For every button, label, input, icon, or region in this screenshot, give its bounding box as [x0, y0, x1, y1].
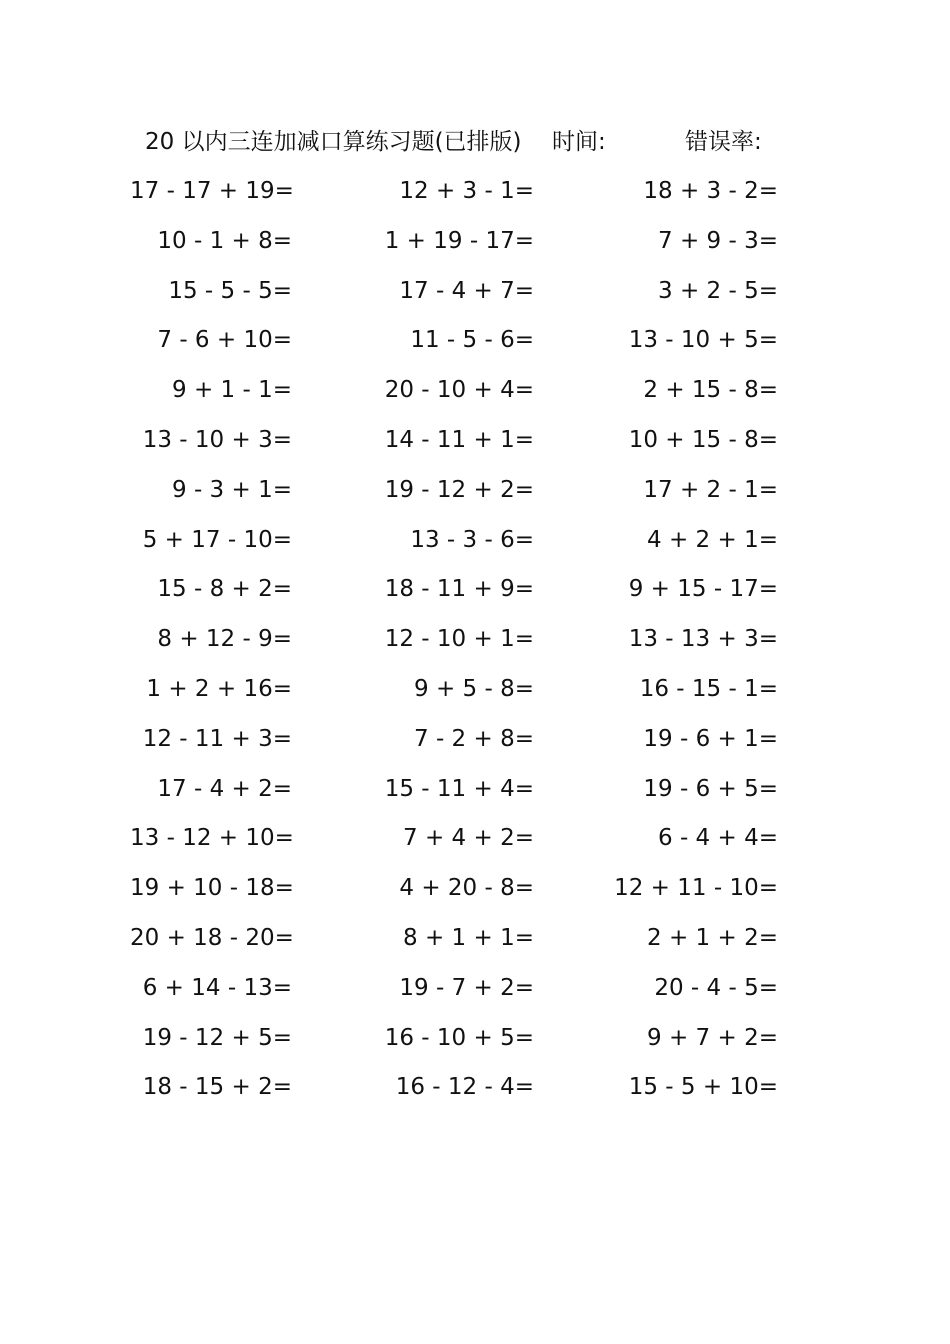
problem-item: 5 + 17 - 10=	[142, 526, 292, 553]
problem-row	[130, 918, 820, 968]
problem-row	[130, 320, 820, 370]
problem-row	[130, 569, 820, 619]
problem-item: 9 + 15 - 17=	[628, 576, 778, 603]
problem-item: 2 + 1 + 2=	[647, 924, 778, 951]
problem-item: 9 - 3 + 1=	[172, 476, 292, 503]
problem-item: 13 - 13 + 3=	[628, 626, 778, 653]
problem-item: 20 + 18 - 20=	[130, 924, 294, 951]
problem-item: 13 - 3 - 6=	[410, 526, 534, 553]
problem-item: 17 + 2 - 1=	[643, 476, 778, 503]
problem-item: 16 - 12 - 4=	[395, 1074, 534, 1101]
problem-item: 13 - 10 + 5=	[628, 327, 778, 354]
problem-item: 8 + 12 - 9=	[157, 626, 292, 653]
problem-item: 19 + 10 - 18=	[130, 875, 294, 902]
problem-item: 18 - 11 + 9=	[384, 576, 534, 603]
problem-item: 13 - 10 + 3=	[142, 426, 292, 453]
problem-row	[130, 619, 820, 669]
problem-item: 15 - 11 + 4=	[384, 775, 534, 802]
problem-item: 10 + 15 - 8=	[628, 426, 778, 453]
problem-item: 17 - 4 + 2=	[157, 775, 292, 802]
worksheet-title: 20 以内三连加减口算练习题(已排版)	[145, 129, 522, 155]
problem-row	[130, 221, 820, 271]
problem-item: 17 - 4 + 7=	[399, 277, 534, 304]
problem-row	[130, 968, 820, 1018]
problem-item: 9 + 1 - 1=	[172, 377, 292, 404]
problem-item: 12 + 11 - 10=	[614, 875, 778, 902]
problem-item: 16 - 15 - 1=	[639, 675, 778, 702]
problem-item: 4 + 2 + 1=	[647, 526, 778, 553]
error-rate-label: 错误率:	[685, 129, 762, 155]
problem-row	[130, 868, 820, 918]
problem-row	[130, 420, 820, 470]
problem-item: 19 - 12 + 2=	[384, 476, 534, 503]
problem-item: 3 + 2 - 5=	[658, 277, 778, 304]
problem-item: 20 - 10 + 4=	[384, 377, 534, 404]
problem-item: 18 + 3 - 2=	[643, 178, 778, 204]
problem-item: 15 - 5 - 5=	[168, 277, 292, 304]
problem-item: 7 - 6 + 10=	[157, 327, 292, 354]
problem-item: 16 - 10 + 5=	[384, 1024, 534, 1051]
problem-row	[130, 1018, 820, 1068]
problem-row	[130, 1067, 820, 1117]
worksheet-header	[145, 124, 825, 160]
problem-row	[130, 719, 820, 769]
problem-item: 1 + 19 - 17=	[384, 227, 534, 254]
problem-row	[130, 520, 820, 570]
problem-item: 7 - 2 + 8=	[414, 725, 534, 752]
problem-item: 18 - 15 + 2=	[142, 1074, 292, 1101]
problem-item: 12 + 3 - 1=	[399, 178, 534, 204]
problem-item: 12 - 10 + 1=	[384, 626, 534, 653]
problem-row	[130, 171, 820, 221]
problem-item: 17 - 17 + 19=	[130, 178, 294, 204]
problem-item: 6 - 4 + 4=	[658, 825, 778, 852]
problem-row	[130, 818, 820, 868]
problem-item: 20 - 4 - 5=	[654, 974, 778, 1001]
problem-item: 7 + 4 + 2=	[403, 825, 534, 852]
problem-item: 19 - 12 + 5=	[142, 1024, 292, 1051]
problem-item: 14 - 11 + 1=	[384, 426, 534, 453]
problem-item: 4 + 20 - 8=	[399, 875, 534, 902]
problem-item: 9 + 7 + 2=	[647, 1024, 778, 1051]
problem-grid	[130, 171, 820, 1117]
problem-item: 13 - 12 + 10=	[130, 825, 294, 852]
problem-item: 9 + 5 - 8=	[414, 675, 534, 702]
problem-item: 19 - 6 + 1=	[643, 725, 778, 752]
problem-item: 19 - 7 + 2=	[399, 974, 534, 1001]
problem-row	[130, 271, 820, 321]
problem-item: 11 - 5 - 6=	[410, 327, 534, 354]
problem-item: 10 - 1 + 8=	[157, 227, 292, 254]
problem-item: 7 + 9 - 3=	[658, 227, 778, 254]
problem-item: 15 - 8 + 2=	[157, 576, 292, 603]
problem-item: 1 + 2 + 16=	[146, 675, 292, 702]
problem-item: 15 - 5 + 10=	[628, 1074, 778, 1101]
problem-item: 19 - 6 + 5=	[643, 775, 778, 802]
problem-row	[130, 769, 820, 819]
problem-item: 6 + 14 - 13=	[142, 974, 292, 1001]
problem-item: 2 + 15 - 8=	[643, 377, 778, 404]
problem-row	[130, 370, 820, 420]
problem-row	[130, 669, 820, 719]
problem-row	[130, 470, 820, 520]
time-label: 时间:	[552, 129, 606, 155]
problem-item: 8 + 1 + 1=	[403, 924, 534, 951]
problem-item: 12 - 11 + 3=	[142, 725, 292, 752]
